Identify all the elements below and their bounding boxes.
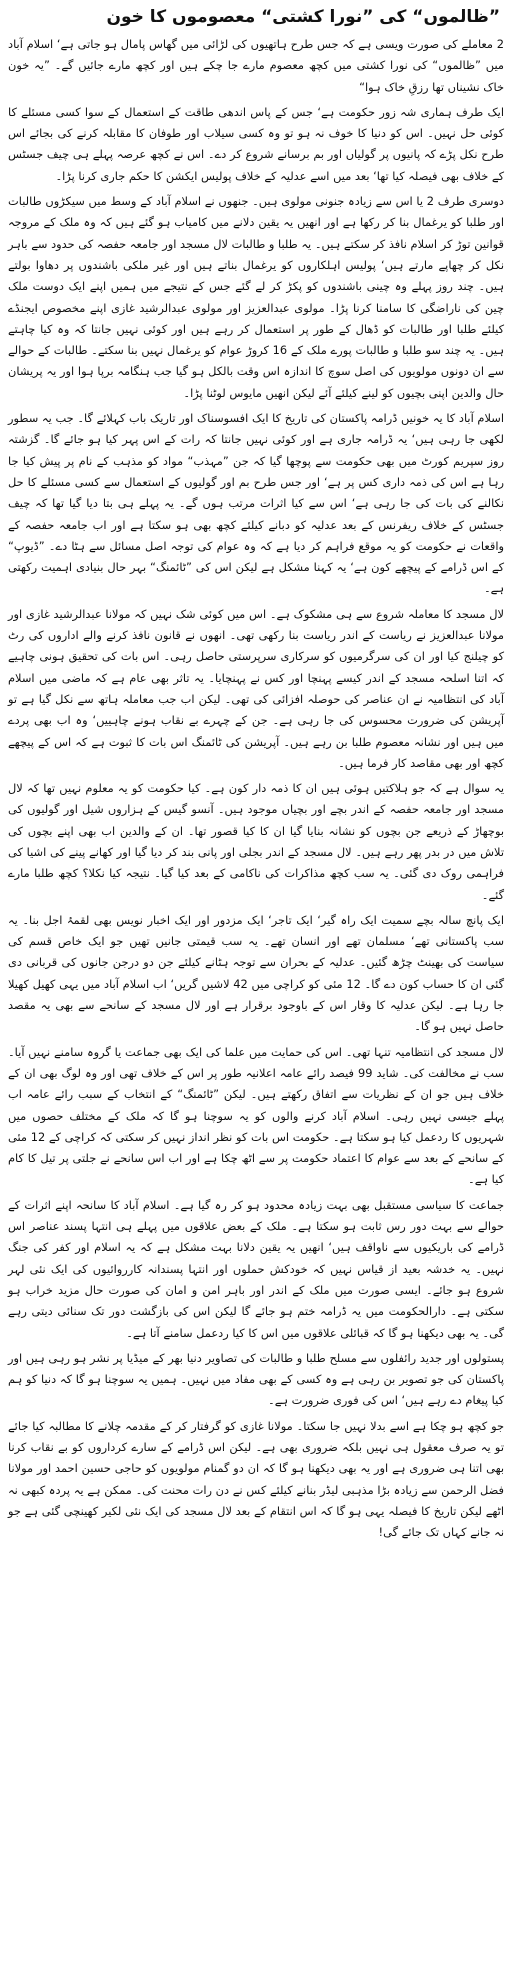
article-paragraph-8: لال مسجد کی انتظامیہ تنہا تھی۔ اس کی حمایت میں علما کی ایک بھی جماعت یا گروہ سامنے نہیں آیا۔ سب نے مخالفت کی۔ شاید 99 فیصد رائے عامہ اعلانیہ طور پر اس کے خلاف تھی اور وہ لوگ بھی ان کے خلاف ہیں جو ان کے نظریات سے اتفاق رکھتے ہیں۔ لیکن ”ٹائمنگ“ کے انتخاب کے سبب رائے عامہ اب پہلے جیسی نہیں رہی۔ اسلام آباد کرنے والوں کو یہ سوچنا ہو گا کہ ملک کے مختلف حصوں میں شہریوں کا ردعمل کیا ہو سکتا ہے۔ حکومت اس بات کو نظر انداز نہیں کر سکتی کہ کراچی کے 12 مئی کے سانحے کے بعد سے عوام کا اعتماد حکومت پر سے اٹھ چکا ہے اور اب اس سانحے نے جلتی پر تیل کا کام کیا ہے۔ xyxy=(8,1044,505,1187)
article-paragraph-10: پستولوں اور جدید رائفلوں سے مسلح طلبا و طالبات کی تصاویر دنیا بھر کے میڈیا پر نشر ہو رہی ہیں اور پاکستان کی جو تصویر بن رہی ہے وہ کسی کے بھی مفاد میں نہیں۔ ہمیں یہ سوچنا ہو گا کہ دنیا کو ہم کیا پیغام دے رہے ہیں‘ اس کی فوری ضرورت ہے۔ xyxy=(8,1350,504,1408)
article-paragraph-9: جماعت کا سیاسی مستقبل بھی بہت زیادہ محدود ہو کر رہ گیا ہے۔ اسلام آباد کا سانحہ اپنے اثرات کے حوالے سے بہت دور رس ثابت ہو سکتا ہے۔ ملک کے بعض علاقوں میں پہلے ہی انتہا پسند عناصر اس ڈرامے کی باریکیوں سے ناواقف ہیں‘ انھیں یہ یقین دلانا بہت مشکل ہے کہ یہ اسلام اور کفر کی جنگ نہیں۔ یہ خدشہ بعید از قیاس نہیں کہ خودکش حملوں اور انتہا پسندانہ کارروائیوں کی ایک نئی لہر شروع ہو جائے۔ ایسی صورت میں ملک کے اندر اور باہر امن و امان کی صورت حال مزید خراب ہو سکتی ہے۔ دارالحکومت میں یہ ڈرامہ ختم ہو جائے گا لیکن اس کی بازگشت دور تک سنائی دیتی رہے گی۔ یہ بھی دیکھنا ہو گا کہ قبائلی علاقوں میں اس کا کیا ردعمل سامنے آتا ہے۔ xyxy=(8,1197,504,1340)
article-paragraph-2: ایک طرف ہماری شہ زور حکومت ہے‘ جس کے پاس اندھی طاقت کے استعمال کے سوا کسی مسئلے کا کوئی حل نہیں۔ اس کو دنیا کا خوف نہ ہو تو وہ کسی سیلاب اور طوفان کا مقابلہ کرنے کی بجائے اس طرح نکل پڑے کہ پانیوں پر گولیاں اور بم برسانے شروع کر دے۔ اس نے کچھ عرصہ پہلے ہی چیف جسٹس کے خلاف بھی فیصلہ کیا تھا‘ بعد میں اسے عدلیہ کے خلاف پولیس ایکشن کا حکم جاری کرنا پڑا۔ xyxy=(8,104,504,183)
article-body xyxy=(8,34,504,1543)
article-paragraph-5: لال مسجد کا معاملہ شروع سے ہی مشکوک ہے۔ اس میں کوئی شک نہیں کہ مولانا عبدالرشید غازی اور مولانا عبدالعزیز نے ریاست کے اندر ریاست بنا رکھی تھی۔ انھوں نے قانون نافذ کرنے والے اداروں کی رٹ کو چیلنج کیا اور ان کی سرگرمیوں کو سرکاری سرپرستی حاصل رہی۔ اس بات کی تحقیق ہونی چاہیے کہ اتنا اسلحہ مسجد کے اندر کیسے پہنچا اور کس نے پہنچایا۔ یہ تاثر بھی عام ہے کہ ماضی میں اسلام آباد کی انتظامیہ نے ان عناصر کی حوصلہ افزائی کی تھی۔ لیکن اب جب معاملہ ہاتھ سے نکل گیا ہے تو آپریشن کی ضرورت محسوس کی جا رہی ہے۔ جن کے چہرے بے نقاب ہونے چاہییں‘ وہ اب بھی پردے میں ہیں اور نشانہ معصوم طلبا بن رہے ہیں۔ آپریشن کی ٹائمنگ اس بات کا ثبوت ہے کہ اس کے پیچھے کچھ اور بھی مقاصد کار فرما ہیں۔ xyxy=(8,606,504,770)
article-title: ”ظالموں“ کی ”نورا کشتی“ معصوموں کا خون xyxy=(106,7,500,27)
article-paragraph-7: ایک پانچ سالہ بچے سمیت ایک راہ گیر‘ ایک تاجر‘ ایک مزدور اور ایک اخبار نویس بھی لقمۂ اجل بنا۔ یہ سب پاکستانی تھے‘ مسلمان تھے اور انسان تھے۔ یہ سب قیمتی جانیں تھیں جو ایک خاص قسم کی سیاست کی بھینٹ چڑھ گئیں۔ عدلیہ کے بحران سے توجہ ہٹانے کیلئے جن دو درجن جانوں کی قربانی دی گئی ان کا حساب کون دے گا۔ 12 مئی کو کراچی میں 42 لاشیں گریں‘ اب اسلام آباد میں یہی کھیل کھیلا جا رہا ہے۔ لیکن عدلیہ کا وقار اس کے باوجود برقرار ہے اور لال مسجد کے سانحے سے بھی یہ مقصد حاصل نہیں ہو گا۔ xyxy=(8,912,505,1034)
article-paragraph-6: یہ سوال ہے کہ جو ہلاکتیں ہوئی ہیں ان کا ذمہ دار کون ہے۔ کیا حکومت کو یہ معلوم نہیں تھا کہ لال مسجد اور جامعہ حفصہ کے اندر بچے اور بچیاں موجود ہیں۔ آنسو گیس کے ہزاروں شیل اور گولیوں کی بوچھاڑ کے ذریعے جن بچوں کو نشانہ بنایا گیا ان کا کیا قصور تھا۔ ان کے والدین اب بھی اپنے بچوں کی تلاش میں در بدر پھر رہے ہیں۔ لال مسجد کے اندر بجلی اور پانی بند کر دیا گیا اور کھانے پینے کی اشیا کی فراہمی روک دی گئی۔ یہ سب کچھ مذاکرات کی ناکامی کے بعد کیا گیا۔ نتیجہ کیا نکلا؟ کچھ طلبا مارے گئے۔ xyxy=(8,781,504,902)
article-paragraph-11: جو کچھ ہو چکا ہے اسے بدلا نہیں جا سکتا۔ مولانا غازی کو گرفتار کر کے مقدمہ چلانے کا مطالبہ کیا جائے تو یہ صرف معقول ہی نہیں بلکہ ضروری بھی ہے۔ لیکن اس ڈرامے کے سارے کرداروں کو بے نقاب کرنا بھی اتنا ہی ضروری ہے اور یہ بھی دیکھنا ہو گا کہ ان دو گمنام مولویوں کو حاجی حسین احمد اور مولانا فضل الرحمن سے زیادہ بڑا مذہبی لیڈر بنانے کیلئے کس نے دن رات محنت کی۔ ممکن ہے یہ پردہ کبھی نہ اٹھے لیکن تاریخ کا فیصلہ یہی ہو گا کہ اس انتقام کے بعد لال مسجد کی ایک نئی لکیر کھینچی گئی ہے جو نہ جانے کہاں تک جائے گی! xyxy=(8,1418,504,1540)
article-paragraph-4: اسلام آباد کا یہ خونیں ڈرامہ پاکستان کی تاریخ کا ایک افسوسناک اور تاریک باب کہلائے گا۔ جب یہ سطور لکھی جا رہی ہیں‘ یہ ڈرامہ جاری ہے اور کوئی نہیں جانتا کہ رات کے اس پہر کیا ہو جائے گا۔ گزشتہ روز سپریم کورٹ میں بھی حکومت سے پوچھا گیا کہ جن ”مہذب“ مواد کو مذہب کے نام پر پیش کیا جا رہا ہے اس کی ذمہ داری کس پر ہے‘ اور جس طرح بم اور گولیوں کے استعمال سے کسی مسئلے کا حل نکالنے کی بات کی جا رہی ہے‘ اس سے کیا اثرات مرتب ہوں گے۔ یہ پہلے ہی بتا دیا گیا تھا کہ چیف جسٹس کے خلاف ریفرنس کے بعد عدلیہ کو دبانے کیلئے کچھ بھی ہو سکتا ہے اور اب جامعہ حفصہ کے واقعات نے حکومت کو یہ موقع فراہم کر دیا ہے کہ وہ عوام کی توجہ اصل مسائل سے ہٹا دے۔ ”ڈیوپ“ کے اس ڈرامے کے پیچھے کون ہے‘ یہ کہنا مشکل ہے لیکن اس کی ”ٹائمنگ“ بہر حال بنیادی اہمیت رکھتی ہے۔ xyxy=(8,411,504,596)
article-paragraph-3: دوسری طرف 2 یا اس سے زیادہ جنونی مولوی ہیں۔ جنھوں نے اسلام آباد کے وسط میں سیکڑوں طالبات اور طلبا کو یرغمال بنا کر رکھا ہے اور انھیں یہ یقین دلانے میں کامیاب ہو گئے ہیں کہ وہ ملک کے مروجہ قوانین توڑ کر اسلام نافذ کر سکتے ہیں۔ یہ طلبا و طالبات لال مسجد اور جامعہ حفصہ کی حدود سے باہر نکل کر چھاپے مارتے ہیں‘ پولیس اہلکاروں کو یرغمال بناتے ہیں اور غیر ملکی باشندوں پر دھاوا بولتے ہیں۔ چند روز پہلے وہ چینی باشندوں کو پکڑ کر لے گئے جس کے نتیجے میں ہمیں اپنے ایک دوست ملک چین کی ناراضگی کا سامنا کرنا پڑا۔ مولوی عبدالعزیز اور مولوی عبدالرشید غازی اپنے مخصوص ایجنڈے کیلئے طلبا اور طالبات کو ڈھال کے طور پر استعمال کر رہے ہیں اور کوئی نہیں جانتا کہ وہ کیا چاہتے ہیں۔ یہ چند سو طلبا و طالبات پورے ملک کے 16 کروڑ عوام کو یرغمال نہیں بنا سکتے۔ طالبات کے حوالے سے ان دونوں مولویوں کی اصل سوچ کا اندازہ اس وقت بالکل ہو گیا جب ہنگامہ برپا ہوا اور یہ پریشان حال والدین اپنی بچیوں کو لینے کیلئے آئے لیکن انھیں مایوس لوٹنا پڑا۔ xyxy=(8,194,504,400)
article-paragraph-1: 2 معاملے کی صورت ویسی ہے کہ جس طرح ہاتھیوں کی لڑائی میں گھاس پامال ہو جاتی ہے‘ اسلام آباد میں ”ظالموں“ کی نورا کشتی میں کچھ معصوم مارے جا چکے ہیں اور کچھ مارے جائیں گے۔ ”یہ خون خاک نشیناں تھا رزقِ خاک ہوا“ xyxy=(8,37,504,94)
